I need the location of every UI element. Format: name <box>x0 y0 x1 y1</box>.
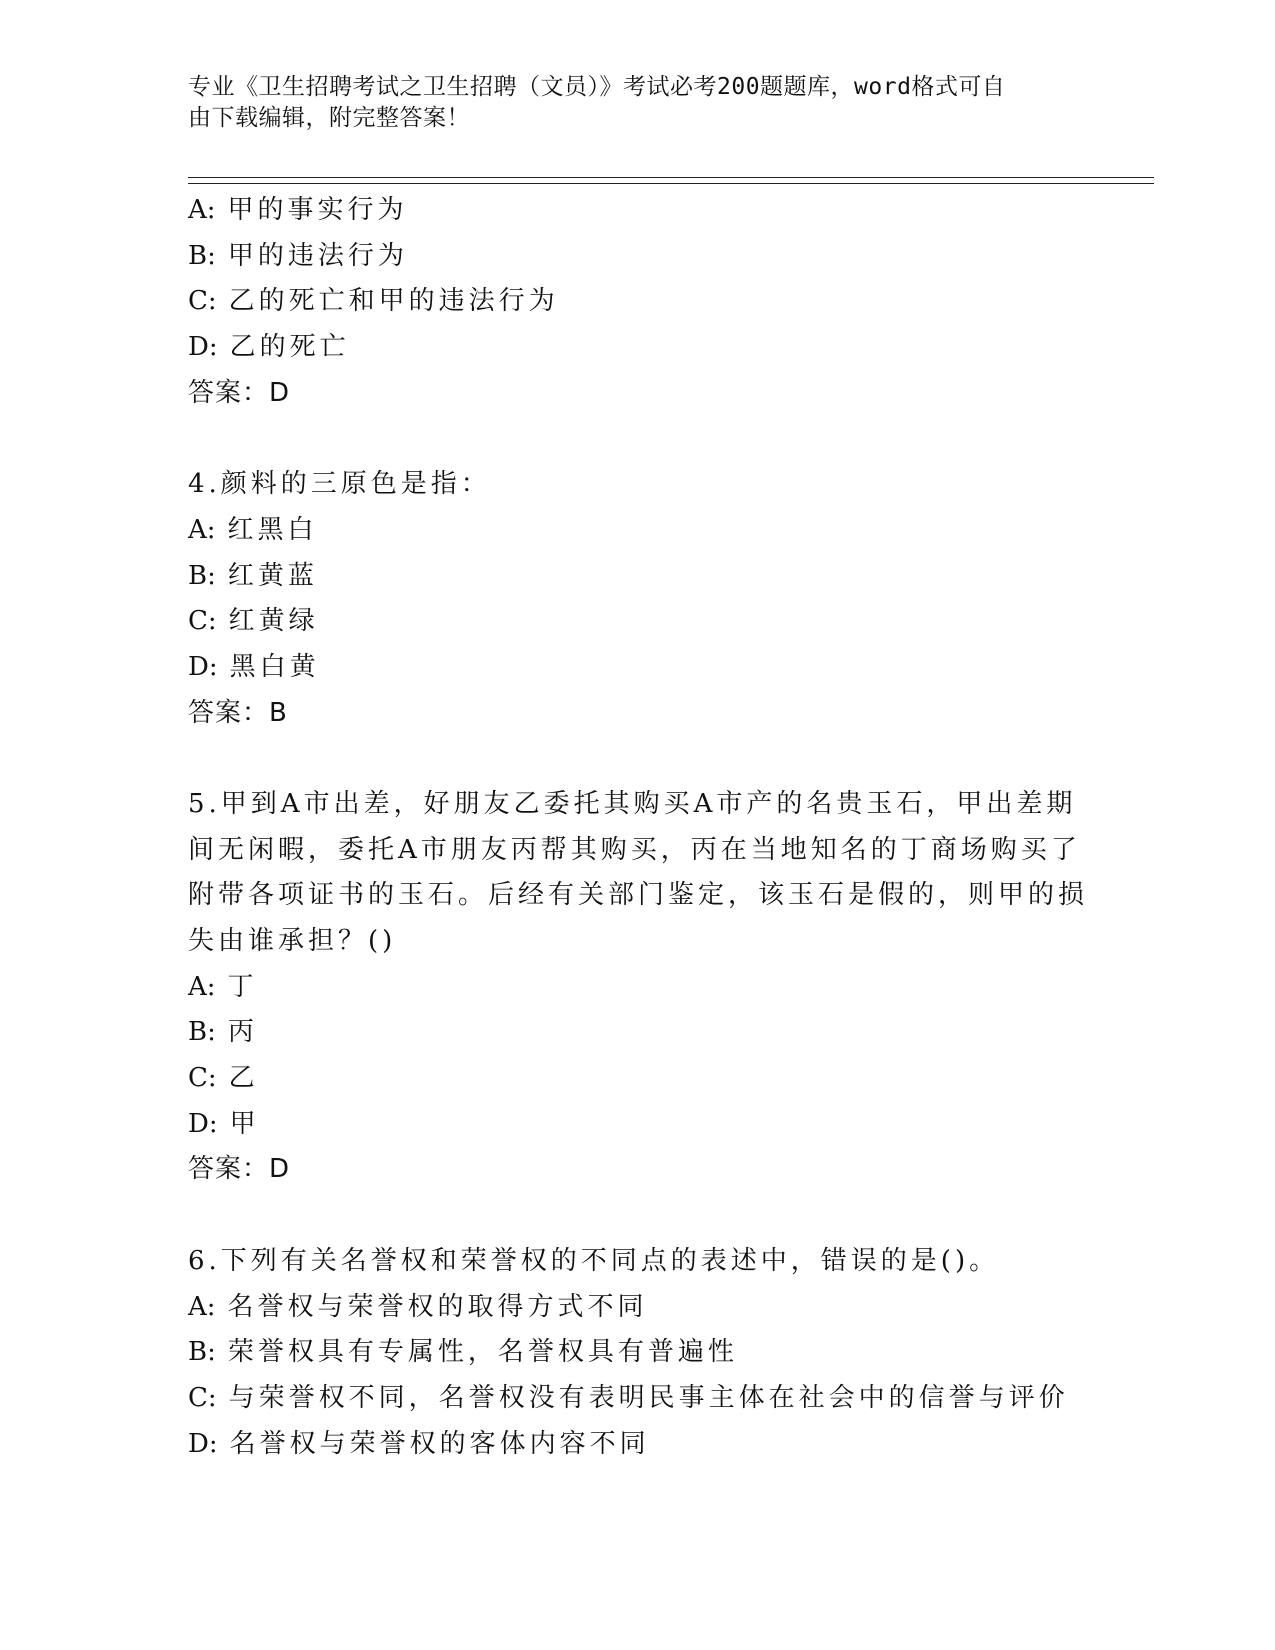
answer-text: 答案：D <box>188 377 291 408</box>
option-b: B: 甲的违法行为 <box>188 240 408 271</box>
question-text: 4.颜料的三原色是指： <box>188 469 491 500</box>
option-a: A: 红黑白 <box>188 514 318 545</box>
option-b: B: 荣誉权具有专属性，名誉权具有普遍性 <box>188 1337 738 1368</box>
question-text-line: 附带各项证书的玉石。后经有关部门鉴定，该玉石是假的，则甲的损 <box>188 880 1089 911</box>
option-a: A: 丁 <box>188 971 258 1002</box>
question-4 <box>188 462 1088 736</box>
option-d: D: 名誉权与荣誉权的客体内容不同 <box>188 1428 650 1459</box>
header-title-line-2: 由下载编辑，附完整答案！ <box>188 105 470 131</box>
spacer <box>188 736 1088 782</box>
header-title-line-1: 专业《卫生招聘考试之卫生招聘（文员）》考试必考200题题库，word格式可自 <box>188 74 1006 100</box>
question-text-line: 间无闲暇，委托A市朋友丙帮其购买，丙在当地知名的丁商场购买了 <box>188 834 1081 865</box>
answer-text: 答案：D <box>188 1154 291 1185</box>
question-text-line: 5.甲到A市出差，好朋友乙委托其购买A市产的名贵玉石，甲出差期 <box>188 788 1077 819</box>
spacer <box>188 416 1088 462</box>
question-text: 6.下列有关名誉权和荣誉权的不同点的表述中，错误的是()。 <box>188 1245 1000 1276</box>
question-text-line: 失由谁承担？() <box>188 926 397 956</box>
spacer <box>188 1193 1088 1239</box>
document-header <box>188 72 1068 134</box>
option-d: D: 乙的死亡 <box>188 332 350 363</box>
option-d: D: 黑白黄 <box>188 651 320 682</box>
option-c: C: 与荣誉权不同，名誉权没有表明民事主体在社会中的信誉与评价 <box>188 1382 1069 1413</box>
option-b: B: 红黄蓝 <box>188 560 318 591</box>
question-6 <box>188 1239 1088 1467</box>
option-a: A: 甲的事实行为 <box>188 195 408 225</box>
option-a: A: 名誉权与荣誉权的取得方式不同 <box>188 1291 648 1322</box>
option-d: D: 甲 <box>188 1108 260 1139</box>
option-c: C: 乙的死亡和甲的违法行为 <box>188 286 559 317</box>
header-divider-bottom <box>188 183 1154 184</box>
question-list <box>188 188 1088 1467</box>
answer-text: 答案：B <box>188 697 288 728</box>
option-c: C: 乙 <box>188 1063 259 1094</box>
option-b: B: 丙 <box>188 1017 258 1048</box>
option-c: C: 红黄绿 <box>188 606 319 637</box>
question-5 <box>188 782 1088 1193</box>
question-3 <box>188 188 1088 416</box>
header-divider-top <box>188 177 1154 178</box>
